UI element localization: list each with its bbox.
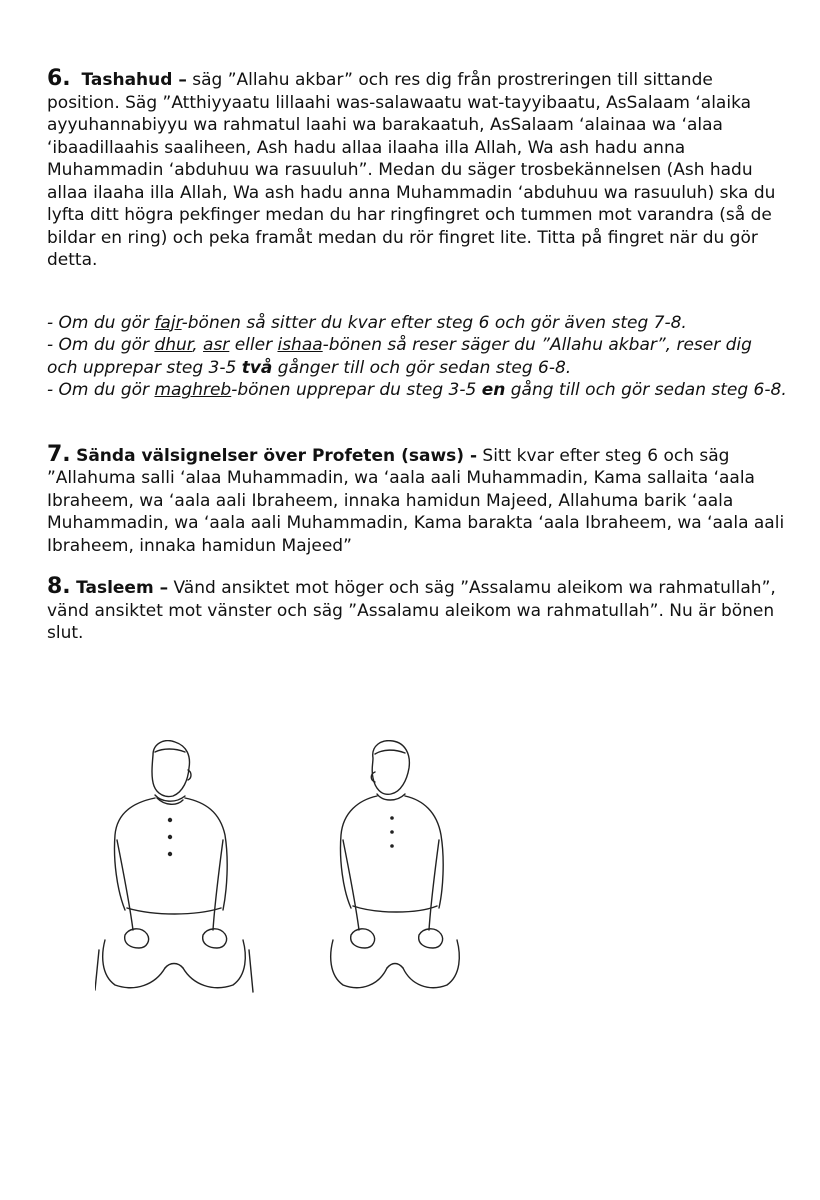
step-6-paragraph [47, 68, 787, 272]
step-8-heading: Tasleem – [76, 578, 169, 598]
step-6-heading: Tashahud – [81, 70, 187, 90]
step-7-text: Sitt kvar efter steg 6 och säg ”Allahuma salli ‘alaa Muhammadin, wa ‘aala aali Muhammadin, Kama sallaita ‘aala Ibraheem, wa ‘aala aali Ibraheem, innaka hamidun Majeed, Allahuma barik ‘aala Muhammadin, wa ‘aala aali Muhammadin, Kama barakta ‘aala Ibraheem, wa ‘aala aali Ibraheem, innaka hamidun Majeed” [47, 445, 785, 556]
step-7-paragraph [47, 441, 787, 558]
prayer-name: maghreb [154, 380, 232, 400]
note-text: - Om du gör [47, 380, 155, 400]
figure-tasleem-left [325, 740, 465, 1004]
note-text: - Om du gör [47, 335, 155, 355]
step-8-number: 8. [47, 574, 71, 599]
emphasis: två [241, 357, 273, 378]
emphasis: en [481, 380, 506, 400]
document-page [47, 68, 787, 645]
seated-man-illustration [95, 740, 255, 1000]
note-text: -bönen upprepar du steg 3-5 [231, 380, 482, 400]
figure-tasleem-right [95, 740, 255, 1004]
step-6-number: 6. [47, 66, 71, 91]
note-text: -bönen så reser säger du ”Allahu akbar”, reser dig och upprepar steg 3-5 [47, 335, 752, 378]
note-text: , [192, 335, 204, 355]
note-text: - Om du gör [47, 312, 155, 333]
note-maghreb [47, 379, 787, 402]
note-fajr [47, 312, 787, 335]
step-6-text: säg ”Allahu akbar” och res dig från prostreringen till sittande position. Säg ”Atthiyyaatu lillaahi was-salawaatu wat-tayyibaatu, AsSalaam ‘alaika ayyuhannabiyyu wa rahmatul laahi wa barakaatuh, AsSalaam ‘alainaa wa ‘alaa ‘ibaadillaahis saaliheen, Ash hadu allaa ilaaha illa Allah, Wa ash hadu anna Muhammadin ‘abduhuu wa rasuuluh”. Medan du säger trosbekännelsen (Ash hadu allaa ilaaha illa Allah, Wa ash hadu anna Muhammadin ‘abduhuu wa rasuuluh) ska du lyfta ditt högra pekfinger medan du har ringfingret och tummen mot varandra (så de bildar en ring) och peka framåt medan du rör fingret lite. Titta på fingret när du gör detta. [47, 70, 776, 270]
prayer-name: dhur [154, 335, 193, 355]
prayer-name: asr [203, 335, 230, 355]
step-7-number: 7. [47, 441, 71, 467]
prayer-name: ishaa [277, 335, 323, 355]
seated-man-illustration [325, 740, 465, 1000]
note-dhur-asr-ishaa [47, 334, 787, 379]
prayer-notes [47, 312, 787, 402]
prayer-name: fajr [154, 312, 182, 333]
note-text: -bönen så sitter du kvar efter steg 6 och gör även steg 7-8. [181, 312, 687, 333]
note-text: eller [229, 335, 278, 355]
note-text: gång till och gör sedan steg 6-8. [505, 380, 787, 400]
step-8-paragraph [47, 576, 787, 645]
step-8-text: Vänd ansiktet mot höger och säg ”Assalamu aleikom wa rahmatullah”, vänd ansiktet mot vänster och säg ”Assalamu aleikom wa rahmatullah”. Nu är bönen slut. [47, 578, 776, 643]
step-7-heading: Sända välsignelser över Profeten (saws) - [76, 445, 478, 466]
note-text: gånger till och gör sedan steg 6-8. [272, 357, 572, 378]
